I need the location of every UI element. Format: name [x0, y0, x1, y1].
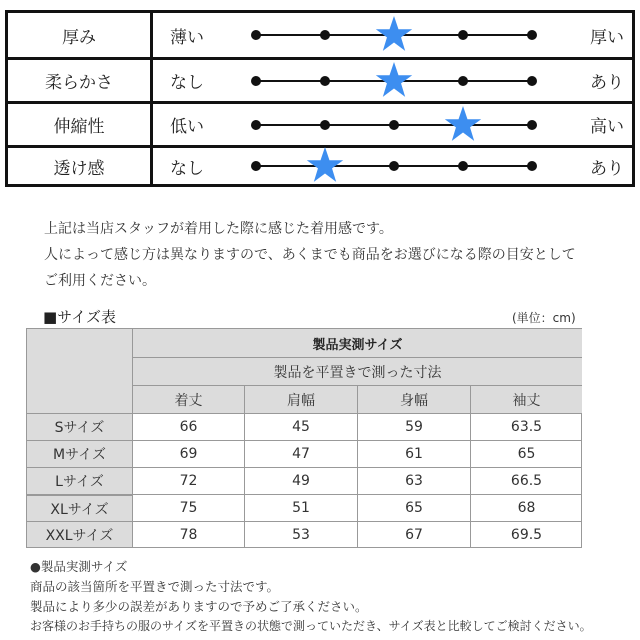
table-cell: 66: [132, 413, 244, 440]
scale-dot: [251, 161, 261, 171]
feel-label: 柔らかさ: [8, 60, 153, 101]
table-cell: 75: [132, 494, 244, 521]
feel-row-sheerness: [8, 145, 632, 184]
table-cell: 65: [357, 494, 470, 521]
scale-dot: [389, 120, 399, 130]
table-cell: 63: [357, 467, 470, 494]
row-header: XLサイズ: [27, 494, 132, 521]
scale-dot: [527, 30, 537, 40]
scale-dot: [320, 30, 330, 40]
feel-low-label: 薄い: [170, 27, 204, 48]
table-cell: 51: [244, 494, 357, 521]
note-line: 人によって感じ方は異なりますので、あくまでも商品をお選びになる際の目安として: [44, 247, 576, 263]
column-header: 身幅: [357, 385, 470, 414]
scale-dot: [251, 76, 261, 86]
row-header: XXLサイズ: [27, 521, 132, 547]
note-line: 上記は当店スタッフが着用した際に感じた着用感です。: [44, 221, 393, 237]
scale-dot: [251, 30, 261, 40]
star-icon: [444, 106, 482, 142]
scale-dot: [527, 161, 537, 171]
table-cell: 65: [470, 440, 582, 467]
footnote-line: 商品の該当箇所を平置きで測った寸法です。: [30, 579, 280, 594]
feel-high-label: あり: [590, 73, 624, 93]
feel-low-label: なし: [170, 73, 204, 93]
table-cell: 78: [132, 521, 244, 547]
size-table-title: ■サイズ表: [43, 308, 116, 326]
column-header: 着丈: [132, 385, 244, 414]
feel-scale: [256, 104, 532, 145]
footnote-line: お客様のお手持ちの服のサイズを平置きの状態で測っていただき、サイズ表と比較してご検討ください。: [30, 619, 592, 633]
feel-high-label: あり: [590, 158, 624, 179]
feel-scale: [256, 13, 532, 57]
scale-dot: [458, 30, 468, 40]
header-main: 製品実測サイズ: [132, 329, 582, 357]
footnote-line: 製品により多少の誤差がありますので予めご了承ください。: [30, 599, 368, 614]
table-cell: 72: [132, 467, 244, 494]
feel-row-softness: [8, 57, 632, 101]
table-cell: 59: [357, 413, 470, 440]
feel-label: 厚み: [8, 13, 153, 57]
footnote-heading: ●製品実測サイズ: [30, 559, 128, 574]
header-sub: 製品を平置きで測った寸法: [132, 357, 582, 385]
column-header: 肩幅: [244, 385, 357, 414]
table-cell: 63.5: [470, 413, 582, 440]
scale-dot: [389, 161, 399, 171]
feel-low-label: なし: [170, 158, 204, 179]
table-cell: 45: [244, 413, 357, 440]
table-cell: 53: [244, 521, 357, 547]
feel-high-label: 厚い: [590, 27, 624, 48]
table-cell: 49: [244, 467, 357, 494]
note-line: ご利用ください。: [44, 273, 156, 289]
star-icon: [375, 62, 413, 98]
column-header: 袖丈: [470, 385, 582, 414]
size-table-unit: (単位：cm): [512, 311, 576, 325]
scale-dot: [458, 76, 468, 86]
row-header: Mサイズ: [27, 440, 132, 467]
star-icon: [375, 16, 413, 52]
scale-dot: [458, 161, 468, 171]
feel-chart: [5, 10, 635, 187]
star-icon: [306, 147, 344, 183]
feel-low-label: 低い: [170, 117, 204, 137]
table-cell: 68: [470, 494, 582, 521]
row-header: Lサイズ: [27, 467, 132, 494]
row-header: Sサイズ: [27, 413, 132, 440]
scale-dot: [527, 76, 537, 86]
size-table: [26, 328, 582, 548]
scale-dot: [320, 120, 330, 130]
feel-row-thickness: [8, 13, 632, 57]
table-cell: 67: [357, 521, 470, 547]
scale-dot: [251, 120, 261, 130]
table-cell: 69.5: [470, 521, 582, 547]
feel-high-label: 高い: [590, 117, 624, 137]
table-cell: 66.5: [470, 467, 582, 494]
scale-dot: [320, 76, 330, 86]
scale-dot: [527, 120, 537, 130]
feel-scale: [256, 60, 532, 101]
corner-cell: [27, 329, 132, 413]
feel-row-stretch: [8, 101, 632, 145]
table-cell: 69: [132, 440, 244, 467]
table-cell: 61: [357, 440, 470, 467]
feel-label: 透け感: [8, 148, 153, 184]
feel-label: 伸縮性: [8, 104, 153, 145]
table-cell: 47: [244, 440, 357, 467]
feel-scale: [256, 148, 532, 184]
